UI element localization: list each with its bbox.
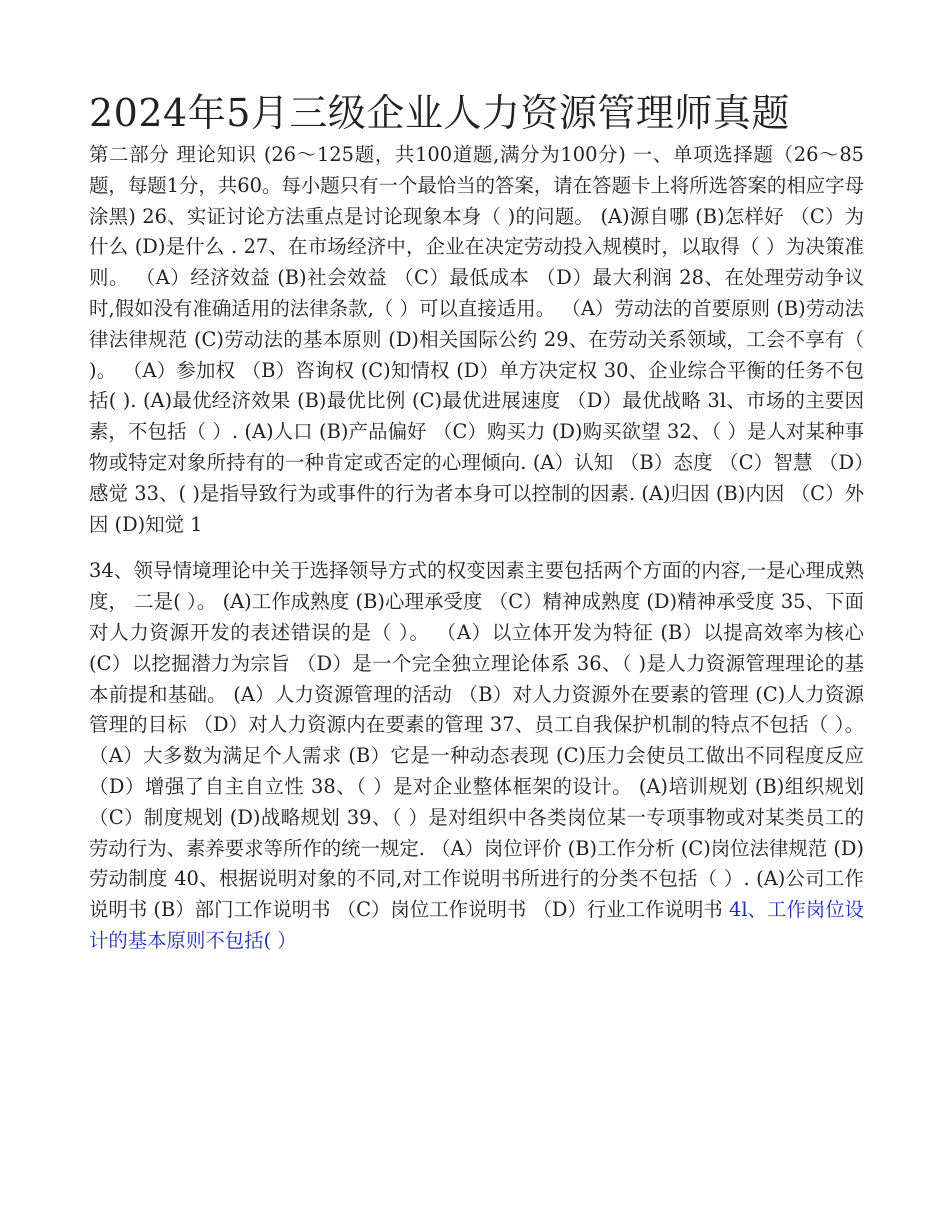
highlighted-question-41: 4l、工作岗位设计的基本原则不包括( ） xyxy=(89,898,864,952)
body-paragraph-1: 第二部分 理论知识 (26～125题，共100道题,满分为100分) 一、单项选择题（26～85题，每题1分，共60。每小题只有一个最恰当的答案，请在答题卡上将所选答案的相应字母涂黑) 26、实证讨论方法重点是讨论现象本身（ )的问题。 (A)源自哪 (B)怎样好 （C）为什么 (D)是什么 . 27、在市场经济中，企业在决定劳动投入规模时，以取得（ ）为决策准则。 （A）经济效益 (B)社会效益 （C）最低成本 （D）最大利润 28、在处理劳动争议时,假如没有准确适用的法律条款,（ ）可以直接适用。 （A）劳动法的首要原则 (B)劳动法律法律规范 (C)劳动法的基本原则 (D)相关国际公约 29、在劳动关系领域，工会不享有（ )。 （A）参加权 （B）咨询权 (C)知情权 (D）单方决定权 30、企业综合平衡的任务不包括( ). (A)最优经济效果 (B)最优比例 (C)最优进展速度 （D）最优战略 3l、市场的主要因素，不包括（ ）. (A)人口 (B)产品偏好 （C）购买力 (D)购买欲望 32、（ ）是人对某种事物或特定对象所持有的一种肯定或否定的心理倾向. (A）认知 （B）态度 （C）智慧 （D）感觉 33、( )是指导致行为或事件的行为者本身可以控制的因素. (A)归因 (B)内因 （C）外因 (D)知觉 1 xyxy=(89,143,864,536)
paragraph-2-text: 34、领导情境理论中关于选择领导方式的权变因素主要包括两个方面的内容,一是心理成熟度， 二是( ）。 (A)工作成熟度 (B)心理承受度 （C）精神成熟度 (D)精神承受度 35、下面对人力资源开发的表述错误的是（ ）。 （A）以立体开发为特征 (B）以提高效率为核心 (C）以挖掘潜力为宗旨 （D）是一个完全独立理论体系 36、（ )是人力资源管理理论的基本前提和基础。 (A）人力资源管理的活动 （B）对人力资源外在要素的管理 (C)人力资源管理的目标 （D）对人力资源内在要素的管理 37、员工自我保护机制的特点不包括（ ）。 （A）大多数为满足个人需求 (B）它是一种动态表现 (C)压力会使员工做出不同程度反应 （D）增强了自主自立性 38、（ ）是对企业整体框架的设计。 (A)培训规划 (B)组织规划 （C）制度规划 (D)战略规划 39、（ ）是对组织中各类岗位某一专项事物或对某类员工的劳动行为、素养要求等所作的统一规定. （A）岗位评价 (B)工作分析 (C)岗位法律规范 (D)劳动制度 40、根据说明对象的不同,对工作说明书所进行的分类不包括（ ）. (A)公司工作说明书 (B）部门工作说明书 （C）岗位工作说明书 （D）行业工作说明书 xyxy=(89,559,864,922)
document-page xyxy=(89,88,864,957)
body-paragraph-2 xyxy=(89,556,864,956)
document-title: 2024年5月三级企业人力资源管理师真题 xyxy=(89,91,790,135)
